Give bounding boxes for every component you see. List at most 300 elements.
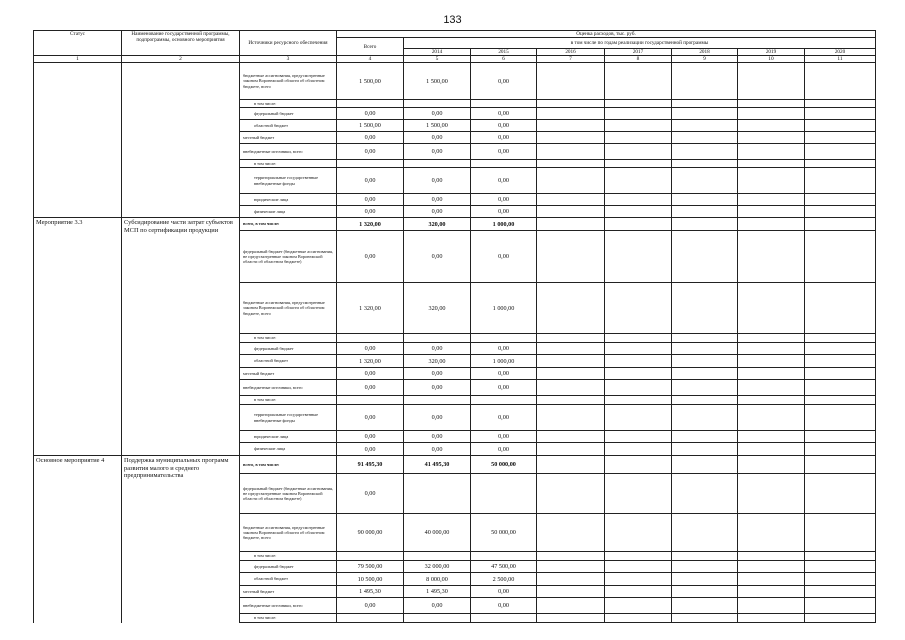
- empty-year-cell: [672, 334, 738, 343]
- year-value-2014: 0,00: [404, 194, 471, 206]
- empty-year-cell: [537, 586, 605, 598]
- year-value-2015: [471, 614, 537, 623]
- empty-year-cell: [537, 474, 605, 514]
- empty-year-cell: [738, 380, 805, 396]
- source-cell: внебюджетные источники, всего: [240, 144, 337, 160]
- empty-year-cell: [537, 108, 605, 120]
- empty-year-cell: [738, 586, 805, 598]
- empty-year-cell: [672, 343, 738, 355]
- year-value-2014: 0,00: [404, 144, 471, 160]
- empty-year-cell: [738, 598, 805, 614]
- empty-year-cell: [672, 474, 738, 514]
- empty-year-cell: [605, 380, 672, 396]
- source-cell: областной бюджет: [240, 355, 337, 368]
- empty-year-cell: [605, 108, 672, 120]
- year-value-2014: 0,00: [404, 231, 471, 283]
- empty-year-cell: [672, 598, 738, 614]
- year-value-2015: [471, 474, 537, 514]
- empty-year-cell: [672, 194, 738, 206]
- column-number: 4: [337, 56, 404, 63]
- empty-year-cell: [672, 168, 738, 194]
- empty-year-cell: [605, 334, 672, 343]
- empty-year-cell: [805, 144, 876, 160]
- empty-year-cell: [805, 405, 876, 431]
- empty-year-cell: [605, 355, 672, 368]
- year-value-2015: 0,00: [471, 231, 537, 283]
- empty-year-cell: [672, 231, 738, 283]
- column-number: 6: [471, 56, 537, 63]
- total-value: 1 500,00: [337, 120, 404, 132]
- total-value: [337, 614, 404, 623]
- total-value: 0,00: [337, 474, 404, 514]
- empty-year-cell: [672, 368, 738, 380]
- empty-year-cell: [605, 231, 672, 283]
- column-number: 5: [404, 56, 471, 63]
- empty-year-cell: [738, 283, 805, 334]
- header-year: 2019: [738, 49, 805, 56]
- empty-year-cell: [805, 63, 876, 100]
- empty-year-cell: [537, 614, 605, 623]
- total-value: 79 500,00: [337, 561, 404, 573]
- year-value-2015: [471, 552, 537, 561]
- source-cell: федеральный бюджет: [240, 343, 337, 355]
- year-value-2015: 0,00: [471, 194, 537, 206]
- empty-year-cell: [537, 168, 605, 194]
- header-by-years: в том числе по годам реализации государственной программы: [404, 38, 876, 49]
- empty-year-cell: [738, 160, 805, 168]
- empty-year-cell: [605, 405, 672, 431]
- year-value-2015: 0,00: [471, 431, 537, 443]
- table-row: [34, 218, 876, 231]
- status-cell: Мероприятие 3.3: [34, 218, 122, 456]
- year-value-2014: 0,00: [404, 343, 471, 355]
- source-cell: бюджетные ассигнования, предусмотренные законом Воронежской области об областном бюджете, всего: [240, 283, 337, 334]
- empty-year-cell: [605, 561, 672, 573]
- year-value-2014: [404, 396, 471, 405]
- header-year: 2015: [471, 49, 537, 56]
- empty-year-cell: [672, 396, 738, 405]
- empty-year-cell: [805, 218, 876, 231]
- year-value-2014: 320,00: [404, 218, 471, 231]
- empty-year-cell: [672, 160, 738, 168]
- empty-year-cell: [605, 598, 672, 614]
- empty-year-cell: [738, 573, 805, 586]
- table-body: [34, 63, 876, 623]
- source-cell: федеральный бюджет: [240, 561, 337, 573]
- year-value-2015: [471, 100, 537, 108]
- empty-year-cell: [672, 63, 738, 100]
- empty-year-cell: [537, 194, 605, 206]
- source-cell: в том числе:: [240, 396, 337, 405]
- source-cell: местный бюджет: [240, 132, 337, 144]
- empty-year-cell: [537, 405, 605, 431]
- empty-year-cell: [537, 561, 605, 573]
- year-value-2015: 0,00: [471, 206, 537, 218]
- empty-year-cell: [672, 355, 738, 368]
- empty-year-cell: [738, 334, 805, 343]
- empty-year-cell: [605, 218, 672, 231]
- source-cell: всего, в том числе:: [240, 218, 337, 231]
- empty-year-cell: [672, 456, 738, 474]
- empty-year-cell: [738, 431, 805, 443]
- source-cell: территориальные государственные внебюджетные фонды: [240, 168, 337, 194]
- empty-year-cell: [537, 144, 605, 160]
- year-value-2015: 0,00: [471, 405, 537, 431]
- total-value: 1 495,30: [337, 586, 404, 598]
- empty-year-cell: [738, 168, 805, 194]
- empty-year-cell: [672, 283, 738, 334]
- total-value: 0,00: [337, 343, 404, 355]
- empty-year-cell: [605, 573, 672, 586]
- empty-year-cell: [672, 144, 738, 160]
- column-number: 2: [122, 56, 240, 63]
- year-value-2015: 2 500,00: [471, 573, 537, 586]
- year-value-2015: 1 000,00: [471, 283, 537, 334]
- year-value-2015: 0,00: [471, 132, 537, 144]
- empty-year-cell: [738, 396, 805, 405]
- empty-year-cell: [672, 614, 738, 623]
- year-value-2014: [404, 614, 471, 623]
- empty-year-cell: [672, 132, 738, 144]
- total-value: 91 495,30: [337, 456, 404, 474]
- year-value-2015: 0,00: [471, 120, 537, 132]
- total-value: [337, 552, 404, 561]
- empty-year-cell: [605, 396, 672, 405]
- empty-year-cell: [805, 431, 876, 443]
- source-cell: в том числе:: [240, 552, 337, 561]
- year-value-2014: 320,00: [404, 283, 471, 334]
- empty-year-cell: [537, 396, 605, 405]
- source-cell: юридические лица: [240, 431, 337, 443]
- column-number: 1: [34, 56, 122, 63]
- year-value-2014: 0,00: [404, 206, 471, 218]
- empty-year-cell: [738, 144, 805, 160]
- year-value-2015: 0,00: [471, 168, 537, 194]
- empty-year-cell: [672, 552, 738, 561]
- empty-year-cell: [537, 160, 605, 168]
- source-cell: в том числе:: [240, 614, 337, 623]
- source-cell: юридические лица: [240, 194, 337, 206]
- empty-year-cell: [605, 168, 672, 194]
- empty-year-cell: [738, 343, 805, 355]
- year-value-2014: 0,00: [404, 380, 471, 396]
- year-value-2014: 0,00: [404, 368, 471, 380]
- header-program-name: Наименование государственной программы, подпрограммы, основного мероприятия: [122, 31, 240, 56]
- year-value-2015: 0,00: [471, 108, 537, 120]
- empty-year-cell: [805, 132, 876, 144]
- empty-year-cell: [672, 100, 738, 108]
- source-cell: в том числе:: [240, 334, 337, 343]
- empty-year-cell: [537, 206, 605, 218]
- empty-year-cell: [805, 586, 876, 598]
- empty-year-cell: [805, 514, 876, 552]
- empty-year-cell: [738, 218, 805, 231]
- empty-year-cell: [805, 206, 876, 218]
- header-year: 2017: [605, 49, 672, 56]
- empty-year-cell: [672, 380, 738, 396]
- empty-year-cell: [805, 443, 876, 456]
- empty-year-cell: [537, 552, 605, 561]
- empty-year-cell: [537, 456, 605, 474]
- empty-year-cell: [672, 514, 738, 552]
- empty-year-cell: [537, 514, 605, 552]
- empty-year-cell: [805, 231, 876, 283]
- empty-year-cell: [738, 100, 805, 108]
- status-cell: [34, 63, 122, 218]
- total-value: 1 320,00: [337, 218, 404, 231]
- year-value-2014: 0,00: [404, 431, 471, 443]
- year-value-2014: [404, 160, 471, 168]
- empty-year-cell: [605, 456, 672, 474]
- empty-year-cell: [537, 368, 605, 380]
- column-number: 8: [605, 56, 672, 63]
- year-value-2015: 0,00: [471, 368, 537, 380]
- program-name-cell: Субсидирование части затрат субъектов МСП по сертификации продукции: [122, 218, 240, 456]
- empty-year-cell: [805, 474, 876, 514]
- year-value-2015: 0,00: [471, 343, 537, 355]
- year-value-2014: 0,00: [404, 405, 471, 431]
- empty-year-cell: [738, 120, 805, 132]
- empty-year-cell: [537, 120, 605, 132]
- empty-year-cell: [672, 206, 738, 218]
- empty-year-cell: [805, 598, 876, 614]
- empty-year-cell: [805, 100, 876, 108]
- empty-year-cell: [605, 474, 672, 514]
- year-value-2015: 50 000,00: [471, 514, 537, 552]
- header-year: 2016: [537, 49, 605, 56]
- source-cell: бюджетные ассигнования, предусмотренные законом Воронежской области об областном бюджете, всего: [240, 63, 337, 100]
- empty-year-cell: [537, 231, 605, 283]
- year-value-2014: 1 495,30: [404, 586, 471, 598]
- year-value-2014: 0,00: [404, 108, 471, 120]
- year-value-2014: 8 000,00: [404, 573, 471, 586]
- empty-year-cell: [738, 443, 805, 456]
- empty-year-cell: [605, 586, 672, 598]
- total-value: [337, 334, 404, 343]
- empty-year-cell: [805, 120, 876, 132]
- empty-year-cell: [672, 405, 738, 431]
- empty-year-cell: [605, 63, 672, 100]
- empty-year-cell: [738, 108, 805, 120]
- empty-year-cell: [605, 283, 672, 334]
- year-value-2014: 1 500,00: [404, 120, 471, 132]
- year-value-2015: 1 000,00: [471, 355, 537, 368]
- year-value-2015: 1 000,00: [471, 218, 537, 231]
- year-value-2015: 50 000,00: [471, 456, 537, 474]
- empty-year-cell: [738, 206, 805, 218]
- empty-year-cell: [672, 218, 738, 231]
- source-cell: бюджетные ассигнования, предусмотренные законом Воронежской области об областном бюджете, всего: [240, 514, 337, 552]
- source-cell: местный бюджет: [240, 586, 337, 598]
- year-value-2014: [404, 474, 471, 514]
- source-cell: федеральный бюджет: [240, 108, 337, 120]
- total-value: 10 500,00: [337, 573, 404, 586]
- source-cell: местный бюджет: [240, 368, 337, 380]
- empty-year-cell: [605, 431, 672, 443]
- empty-year-cell: [738, 561, 805, 573]
- total-value: 0,00: [337, 144, 404, 160]
- empty-year-cell: [605, 343, 672, 355]
- empty-year-cell: [672, 443, 738, 456]
- empty-year-cell: [805, 108, 876, 120]
- year-value-2014: 0,00: [404, 168, 471, 194]
- empty-year-cell: [605, 120, 672, 132]
- total-value: 1 500,00: [337, 63, 404, 100]
- year-value-2015: [471, 334, 537, 343]
- empty-year-cell: [805, 614, 876, 623]
- empty-year-cell: [537, 334, 605, 343]
- empty-year-cell: [738, 514, 805, 552]
- year-value-2014: 320,00: [404, 355, 471, 368]
- empty-year-cell: [805, 283, 876, 334]
- total-value: 0,00: [337, 368, 404, 380]
- year-value-2015: 0,00: [471, 144, 537, 160]
- year-value-2014: [404, 334, 471, 343]
- column-number: 3: [240, 56, 337, 63]
- budget-table: [33, 30, 876, 623]
- table-row: [34, 63, 876, 100]
- empty-year-cell: [738, 355, 805, 368]
- empty-year-cell: [537, 380, 605, 396]
- total-value: 0,00: [337, 206, 404, 218]
- empty-year-cell: [605, 132, 672, 144]
- empty-year-cell: [738, 614, 805, 623]
- header-estimate: Оценка расходов, тыс. руб.: [337, 31, 876, 38]
- source-cell: физические лица: [240, 206, 337, 218]
- empty-year-cell: [805, 160, 876, 168]
- empty-year-cell: [805, 343, 876, 355]
- year-value-2014: [404, 100, 471, 108]
- empty-year-cell: [805, 561, 876, 573]
- total-value: 0,00: [337, 194, 404, 206]
- header-year: 2018: [672, 49, 738, 56]
- empty-year-cell: [537, 573, 605, 586]
- source-cell: областной бюджет: [240, 120, 337, 132]
- empty-year-cell: [805, 380, 876, 396]
- empty-year-cell: [605, 160, 672, 168]
- empty-year-cell: [537, 218, 605, 231]
- total-value: 0,00: [337, 132, 404, 144]
- empty-year-cell: [672, 431, 738, 443]
- empty-year-cell: [605, 614, 672, 623]
- empty-year-cell: [805, 552, 876, 561]
- total-value: [337, 100, 404, 108]
- source-cell: территориальные государственные внебюджетные фонды: [240, 405, 337, 431]
- source-cell: федеральный бюджет (бюджетные ассигнования, не предусмотренные законом Воронежской области об областном бюджете): [240, 474, 337, 514]
- empty-year-cell: [805, 355, 876, 368]
- empty-year-cell: [605, 514, 672, 552]
- year-value-2015: 0,00: [471, 380, 537, 396]
- empty-year-cell: [672, 561, 738, 573]
- source-cell: федеральный бюджет (бюджетные ассигнования, не предусмотренные законом Воронежской области об областном бюджете): [240, 231, 337, 283]
- year-value-2015: 0,00: [471, 598, 537, 614]
- total-value: 0,00: [337, 598, 404, 614]
- empty-year-cell: [805, 368, 876, 380]
- total-value: 0,00: [337, 231, 404, 283]
- empty-year-cell: [805, 168, 876, 194]
- empty-year-cell: [605, 552, 672, 561]
- empty-year-cell: [805, 194, 876, 206]
- empty-year-cell: [738, 456, 805, 474]
- year-value-2014: 32 000,00: [404, 561, 471, 573]
- empty-year-cell: [738, 231, 805, 283]
- total-value: 90 000,00: [337, 514, 404, 552]
- year-value-2015: 0,00: [471, 63, 537, 100]
- source-cell: внебюджетные источники, всего: [240, 380, 337, 396]
- empty-year-cell: [537, 431, 605, 443]
- status-cell: Основное мероприятие 4: [34, 456, 122, 623]
- header-year: 2014: [404, 49, 471, 56]
- empty-year-cell: [805, 573, 876, 586]
- empty-year-cell: [738, 405, 805, 431]
- total-value: [337, 160, 404, 168]
- empty-year-cell: [537, 343, 605, 355]
- column-number: 9: [672, 56, 738, 63]
- year-value-2014: 41 495,30: [404, 456, 471, 474]
- empty-year-cell: [672, 120, 738, 132]
- source-cell: внебюджетные источники, всего: [240, 598, 337, 614]
- year-value-2015: 47 500,00: [471, 561, 537, 573]
- empty-year-cell: [605, 100, 672, 108]
- column-number: 10: [738, 56, 805, 63]
- header-year: 2020: [805, 49, 876, 56]
- header-resource-source: Источники ресурсного обеспечения: [240, 31, 337, 56]
- total-value: 1 320,00: [337, 283, 404, 334]
- column-number-row: [34, 56, 876, 63]
- total-value: 0,00: [337, 108, 404, 120]
- empty-year-cell: [537, 63, 605, 100]
- empty-year-cell: [738, 474, 805, 514]
- empty-year-cell: [537, 598, 605, 614]
- year-value-2014: 0,00: [404, 132, 471, 144]
- column-number: 11: [805, 56, 876, 63]
- total-value: 0,00: [337, 380, 404, 396]
- source-cell: всего, в том числе:: [240, 456, 337, 474]
- year-value-2014: 1 500,00: [404, 63, 471, 100]
- empty-year-cell: [805, 334, 876, 343]
- empty-year-cell: [738, 194, 805, 206]
- total-value: [337, 396, 404, 405]
- total-value: 0,00: [337, 443, 404, 456]
- total-value: 0,00: [337, 431, 404, 443]
- total-value: 0,00: [337, 405, 404, 431]
- empty-year-cell: [537, 132, 605, 144]
- source-cell: физические лица: [240, 443, 337, 456]
- program-name-cell: [122, 63, 240, 218]
- empty-year-cell: [672, 586, 738, 598]
- empty-year-cell: [537, 355, 605, 368]
- year-value-2015: [471, 160, 537, 168]
- year-value-2014: 0,00: [404, 598, 471, 614]
- empty-year-cell: [605, 443, 672, 456]
- empty-year-cell: [672, 108, 738, 120]
- empty-year-cell: [605, 194, 672, 206]
- empty-year-cell: [805, 396, 876, 405]
- program-name-cell: Поддержка муниципальных программ развития малого и среднего предпринимательства: [122, 456, 240, 623]
- empty-year-cell: [738, 368, 805, 380]
- source-cell: в том числе:: [240, 100, 337, 108]
- empty-year-cell: [738, 63, 805, 100]
- empty-year-cell: [672, 573, 738, 586]
- page-number: 133: [443, 14, 462, 26]
- header-row-1: [34, 31, 876, 38]
- empty-year-cell: [605, 144, 672, 160]
- empty-year-cell: [605, 206, 672, 218]
- source-cell: областной бюджет: [240, 573, 337, 586]
- total-value: 1 320,00: [337, 355, 404, 368]
- year-value-2014: 0,00: [404, 443, 471, 456]
- empty-year-cell: [805, 456, 876, 474]
